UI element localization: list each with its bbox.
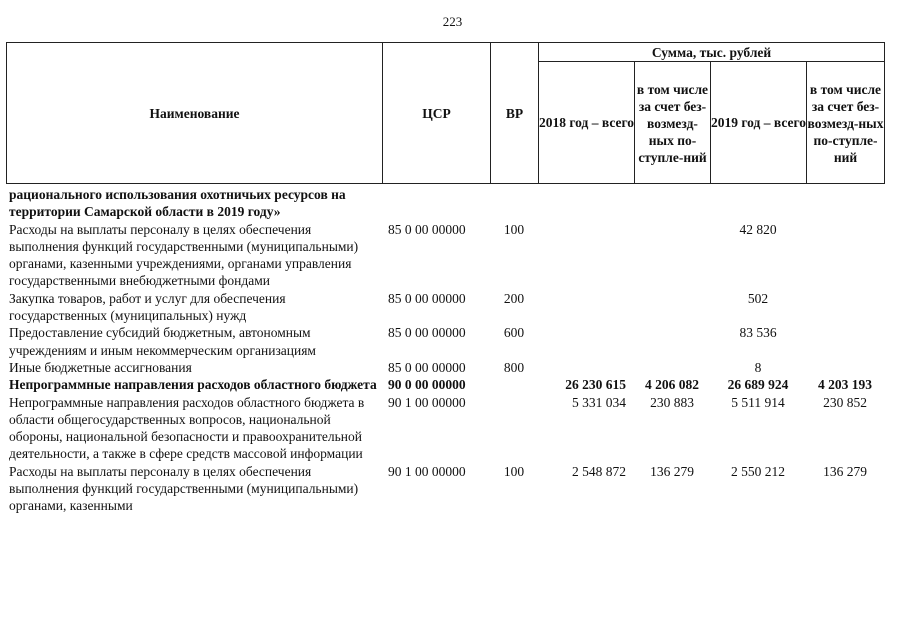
page-number: 223 [442, 14, 463, 29]
row-csr: 90 0 00 00000 [388, 377, 466, 393]
row-name: Закупка товаров, работ и услуг для обеспечения государственных (муниципальных) нужд [9, 290, 286, 324]
row-csr: 85 0 00 00000 [388, 290, 466, 306]
row-name: рационального использования охотничьих ресурсов на территории Самарской области в 2019 году» [9, 187, 346, 220]
row-vr [490, 376, 538, 393]
row-2018-free [634, 359, 710, 376]
row-vr: 100 [503, 463, 525, 479]
header-2018-total: 2018 год – всего [539, 62, 635, 184]
row-2018: 2 548 872 [572, 463, 626, 479]
row-2019: 5 511 914 [731, 394, 785, 410]
header-name: Наименование [7, 43, 383, 184]
row-name: Иные бюджетные ассигнования [9, 359, 192, 375]
row-2018 [538, 290, 634, 325]
row-2018-free: 4 206 082 [645, 377, 699, 393]
row-2019-free [806, 359, 884, 376]
row-name: Расходы на выплаты персоналу в целях обеспечения выполнения функций государственными (муниципальными) органами, казенными [9, 463, 359, 514]
row-csr: 85 0 00 00000 [388, 221, 466, 237]
table-row [6, 359, 884, 376]
row-2019-free: 136 279 [823, 463, 867, 479]
row-2018-free [634, 290, 710, 325]
row-name: Непрограммные направления расходов областного бюджета [9, 377, 377, 393]
row-vr [490, 394, 538, 463]
table-row [6, 394, 884, 463]
header-csr: ЦСР [383, 43, 491, 184]
table-body [6, 186, 884, 515]
row-2019-free: 230 852 [823, 394, 867, 410]
row-2019: 42 820 [739, 221, 777, 237]
row-2019: 83 536 [739, 325, 777, 341]
row-name: Предоставление субсидий бюджетным, автономным учреждениям и иным некоммерческим организациям [9, 325, 316, 358]
row-vr: 100 [503, 221, 525, 237]
row-name: Расходы на выплаты персоналу в целях обеспечения выполнения функций государственными (муниципальными) органами, казенными учреждениями, органами управления государственными внебюджетными фондами [9, 221, 359, 289]
row-2018 [538, 221, 634, 290]
table-row [6, 186, 884, 221]
row-csr: 85 0 00 00000 [388, 359, 466, 375]
row-2018 [538, 359, 634, 376]
row-2018-free [634, 221, 710, 290]
row-vr: 600 [503, 325, 525, 341]
row-2019: 502 [747, 290, 769, 306]
row-csr: 90 1 00 00000 [388, 394, 466, 410]
row-2018: 26 230 615 [565, 377, 626, 393]
row-2019: 2 550 212 [731, 463, 785, 479]
row-2019-free [806, 221, 884, 290]
row-2018-free [634, 324, 710, 359]
table-row [6, 376, 884, 393]
row-2018: 5 331 034 [572, 394, 626, 410]
row-2018 [538, 324, 634, 359]
row-csr: 85 0 00 00000 [388, 325, 466, 341]
row-2018-free: 230 883 [650, 394, 694, 410]
row-2019-free [806, 290, 884, 325]
row-2019: 8 [754, 359, 762, 375]
row-2019-free [806, 324, 884, 359]
row-vr: 800 [503, 359, 525, 375]
header-sum-group: Сумма, тыс. рублей [539, 43, 885, 62]
table-row [6, 221, 884, 290]
table-row [6, 290, 884, 325]
header-2018-free: в том числе за счет без-возмезд-ных по-ступле-ний [635, 62, 711, 184]
row-csr: 90 1 00 00000 [388, 463, 466, 479]
table-row [6, 463, 884, 515]
table-row [6, 324, 884, 359]
row-vr: 200 [503, 290, 525, 306]
header-2019-free: в том числе за счет без-возмезд-ных по-ступле-ний [807, 62, 885, 184]
row-2018-free: 136 279 [650, 463, 694, 479]
table-header [6, 42, 885, 184]
header-vr: ВР [491, 43, 539, 184]
row-2019: 26 689 924 [727, 377, 789, 393]
row-name: Непрограммные направления расходов областного бюджета в области общегосударственных вопросов, национальной обороны, национальной безопасности и правоохранительной деятельности, а также в сфере средств массовой информации [9, 394, 365, 462]
header-2019-total: 2019 год – всего [711, 62, 807, 184]
row-2019-free: 4 203 193 [818, 377, 872, 393]
